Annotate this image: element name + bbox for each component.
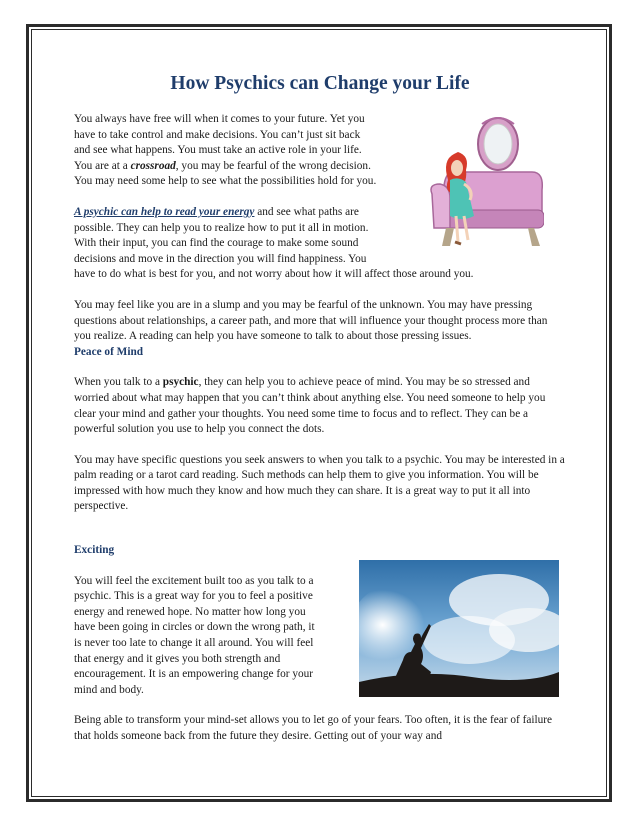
exciting-line: encouragement. It is an empowering change for your <box>74 668 314 681</box>
exciting-line: mind and body. <box>74 683 144 696</box>
exciting-line: energy and renewed hope. No matter how long you <box>74 605 306 618</box>
intro-line: You always have free will when it comes to your future. Yet you <box>74 113 365 125</box>
page-title: How Psychics can Change your Life <box>170 73 470 94</box>
intro-line: have to take control and make decisions. You can’t just sit back <box>74 128 361 141</box>
peace-text: , they can help you to achieve peace of mind. You may be so stressed and worried about what may happen that you can’t think about anything else. You need someone to help you clear your mind and gather your thoughts. You need some time to focus and to reflect. They can be a powerful solution you use to help you connect the dots. <box>74 376 546 436</box>
intro-line: have to do what is best for you, and not worry about how it will affect those around you. <box>74 268 474 281</box>
intro-line: You may need some help to see what the possibilities hold for you. <box>74 175 377 188</box>
exciting-paragraph-2: Being able to transform your mind-set allows you to let go of your fears. Too often, it is the fear of failure that holds someone back from the future they desire. Getting out of your way and <box>74 714 553 742</box>
exciting-line: psychic. This is a great way for you to feel a positive <box>74 590 313 603</box>
exciting-line: have been going in circles or down the wrong path, it <box>74 621 315 634</box>
intro-line: possible. They can help you to realize how to put it all in motion. <box>74 221 369 234</box>
intro-line: , you may be fearful of the wrong decision. <box>175 159 371 172</box>
intro-paragraph-1 <box>74 112 414 190</box>
peace-paragraph-2: You may have specific questions you seek answers to when you talk to a psychic. You may be interested in a palm reading or a tarot card reading. Such methods can help them to give you information. You will be impressed with how much they know and how much they can share. It is a great way to put it all into perspective. <box>74 453 565 513</box>
exciting-line: that energy and it gives you both strength and <box>74 652 281 665</box>
intro-line: decisions and move in the direction you will find happiness. You <box>74 252 367 265</box>
psychic-bold: psychic <box>162 376 199 389</box>
exciting-paragraph-1 <box>74 574 354 699</box>
intro-line: and see what happens. You must take an active role in your life. <box>74 144 362 157</box>
crossroad-emphasis: crossroad <box>130 159 176 172</box>
section-heading-peace-of-mind: Peace of Mind <box>74 345 144 358</box>
intro-line: You are at a <box>74 159 131 172</box>
document-body <box>74 72 566 745</box>
intro-paragraph-3: You may feel like you are in a slump and you may be fearful of the unknown. You may have pressing questions about relationships, a career path, and more that will influence your thought process more than you realize. A reading can help you have someone to talk to about those pressing issues. <box>74 298 548 343</box>
section-heading-exciting: Exciting <box>74 544 115 557</box>
intro-line: With their input, you can find the courage to make some sound <box>74 237 359 250</box>
intro-line: and see what paths are <box>254 205 359 218</box>
peace-paragraph-1 <box>74 375 566 437</box>
exciting-line: is never too late to change it all around. You will feel <box>74 637 314 650</box>
read-energy-link[interactable]: A psychic can help to read your energy <box>74 205 255 218</box>
exciting-line: You will feel the excitement built too as you talk to a <box>74 574 314 587</box>
peace-text: When you talk to a <box>74 376 163 389</box>
intro-paragraph-2 <box>74 205 566 283</box>
